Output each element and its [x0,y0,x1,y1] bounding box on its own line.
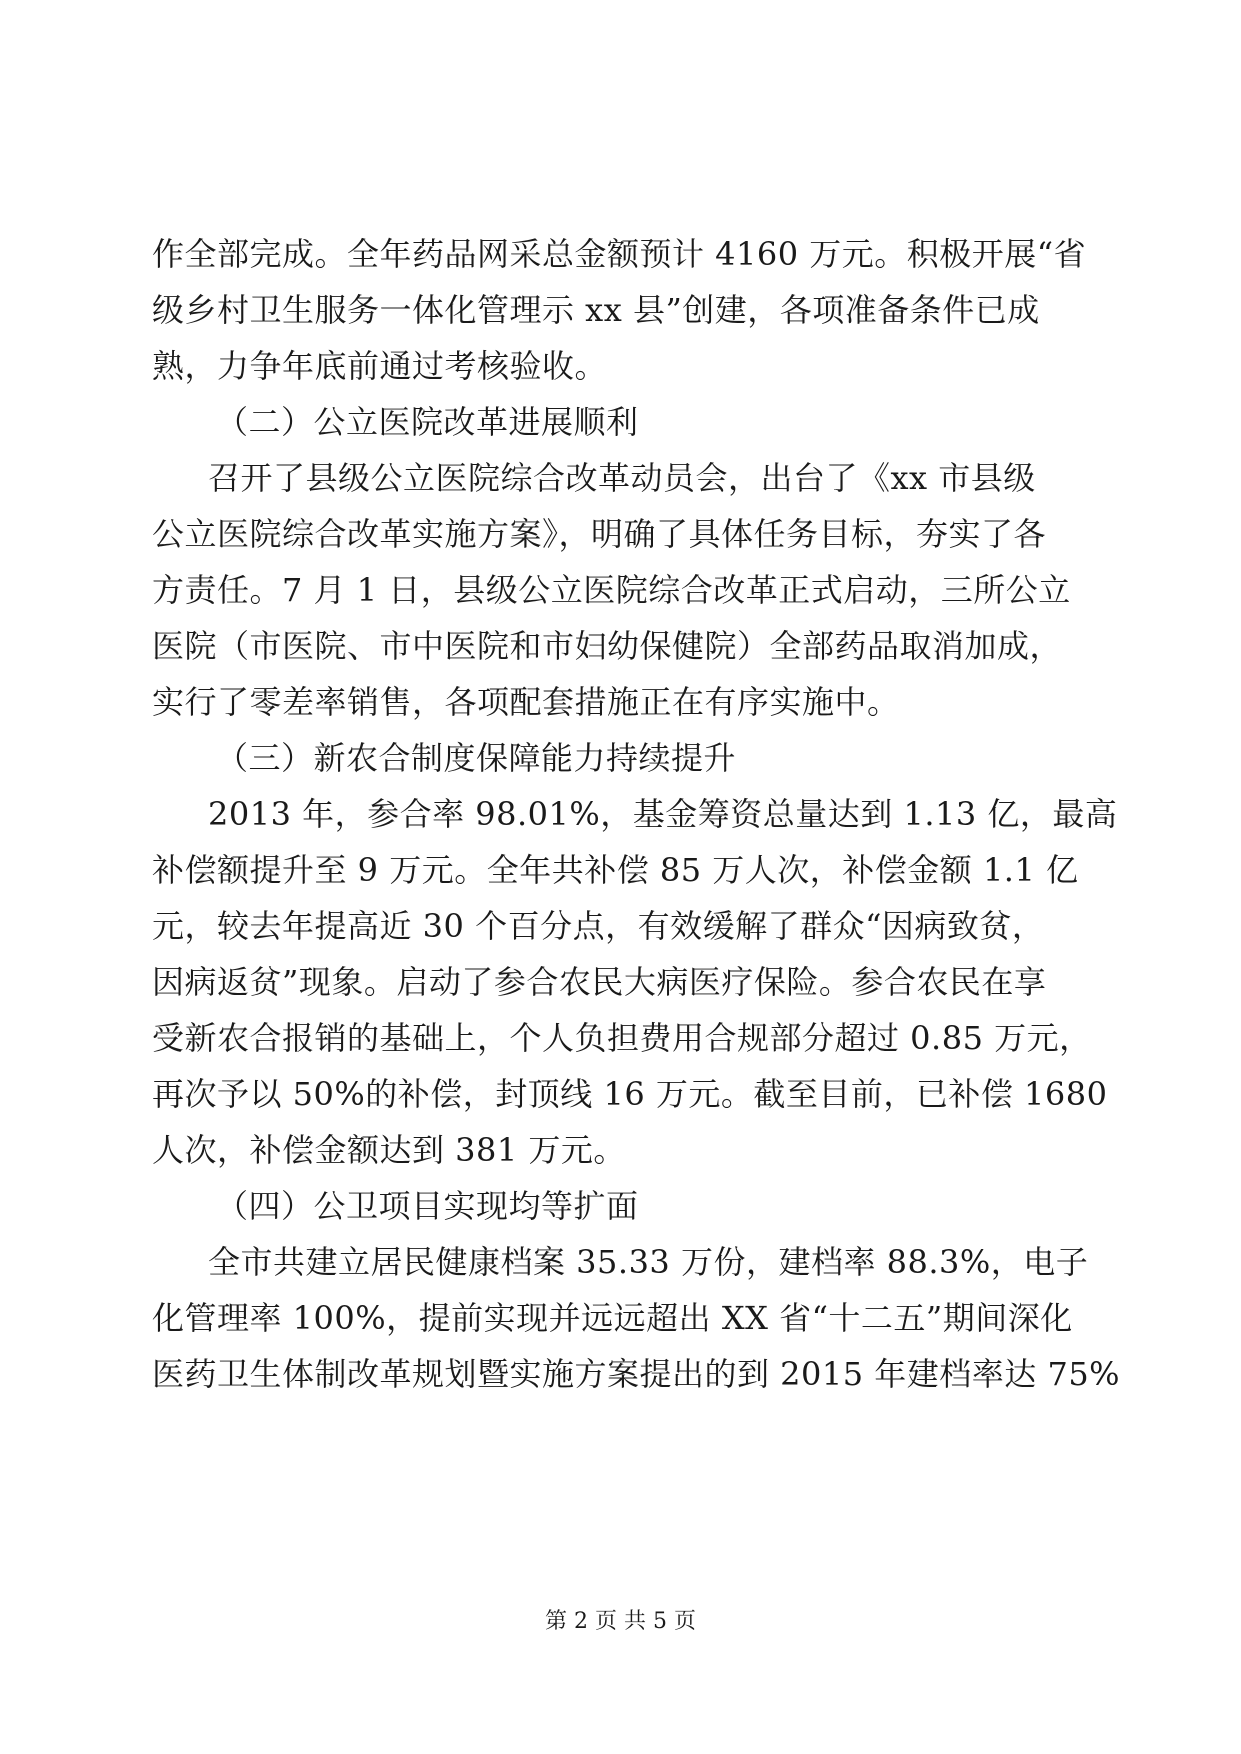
section-heading: （三）新农合制度保障能力持续提升 [216,739,737,777]
paragraph-line: 人次，补偿金额达到 381 万元。 [152,1131,626,1169]
paragraph-line: 熟，力争年底前通过考核验收。 [152,347,608,385]
section-heading: （二）公立医院改革进展顺利 [216,403,639,441]
paragraph-line: 因病返贫”现象。启动了参合农民大病医疗保险。参合农民在享 [152,963,1047,1001]
paragraph-line: 作全部完成。全年药品网采总金额预计 4160 万元。积极开展“省 [152,235,1087,273]
paragraph-line: 受新农合报销的基础上，个人负担费用合规部分超过 0.85 万元， [152,1019,1092,1057]
paragraph-line: 元，较去年提高近 30 个百分点，有效缓解了群众“因病致贫， [152,907,1045,945]
paragraph-line: 级乡村卫生服务一体化管理示 xx 县”创建，各项准备条件已成 [152,291,1040,329]
paragraph-line: 方责任。7 月 1 日，县级公立医院综合改革正式启动，三所公立 [152,571,1071,609]
section-heading: （四）公卫项目实现均等扩面 [216,1187,639,1225]
paragraph-line: 实行了零差率销售，各项配套措施正在有序实施中。 [152,683,900,721]
paragraph-line: 2013 年，参合率 98.01%，基金筹资总量达到 1.13 亿，最高 [208,795,1118,833]
paragraph-line: 医药卫生体制改革规划暨实施方案提出的到 2015 年建档率达 75% [152,1355,1121,1393]
paragraph-line: 公立医院综合改革实施方案》，明确了具体任务目标，夯实了各 [152,515,1047,553]
paragraph-line: 医院（市医院、市中医院和市妇幼保健院）全部药品取消加成， [152,627,1063,665]
paragraph-line: 化管理率 100%，提前实现并远远超出 XX 省“十二五”期间深化 [152,1299,1073,1337]
page-number-footer: 第 2 页 共 5 页 [545,1609,696,1634]
paragraph-line: 再次予以 50%的补偿，封顶线 16 万元。截至目前，已补偿 1680 [152,1075,1108,1113]
paragraph-line: 补偿额提升至 9 万元。全年共补偿 85 万人次，补偿金额 1.1 亿 [152,851,1079,889]
paragraph-line: 全市共建立居民健康档案 35.33 万份，建档率 88.3%，电子 [208,1243,1089,1281]
paragraph-line: 召开了县级公立医院综合改革动员会，出台了《xx 市县级 [208,459,1036,497]
